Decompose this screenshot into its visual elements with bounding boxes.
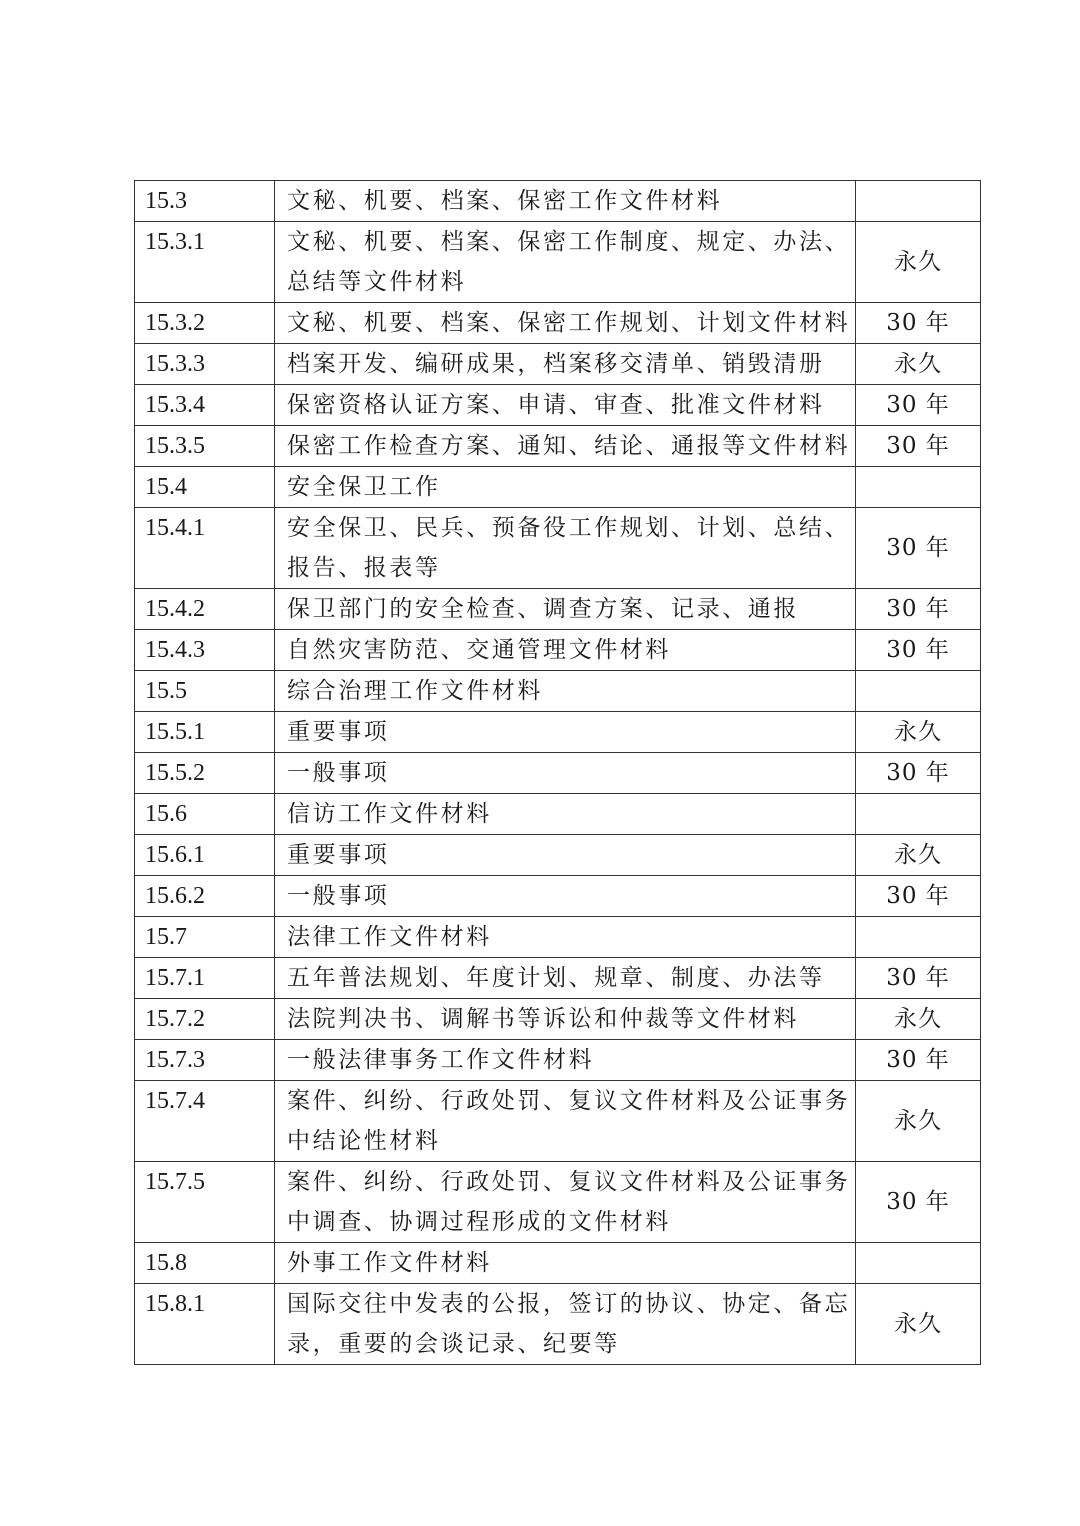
table-row xyxy=(135,222,981,303)
retention-schedule-table xyxy=(134,180,981,1365)
item-description: 文秘、机要、档案、保密工作制度、规定、办法、总结等文件材料 xyxy=(275,222,856,303)
retention-period: 永久 xyxy=(856,999,981,1040)
item-code: 15.6.2 xyxy=(135,876,275,917)
table-row xyxy=(135,917,981,958)
item-code: 15.3 xyxy=(135,181,275,222)
item-code: 15.5 xyxy=(135,671,275,712)
retention-period: 30 年 xyxy=(856,958,981,999)
retention-period: 永久 xyxy=(856,222,981,303)
table-row xyxy=(135,344,981,385)
item-description: 文秘、机要、档案、保密工作文件材料 xyxy=(275,181,856,222)
retention-period xyxy=(856,794,981,835)
item-description: 档案开发、编研成果，档案移交清单、销毁清册 xyxy=(275,344,856,385)
item-code: 15.5.2 xyxy=(135,753,275,794)
item-description: 文秘、机要、档案、保密工作规划、计划文件材料 xyxy=(275,303,856,344)
item-description: 法院判决书、调解书等诉讼和仲裁等文件材料 xyxy=(275,999,856,1040)
item-code: 15.3.1 xyxy=(135,222,275,303)
item-code: 15.8.1 xyxy=(135,1284,275,1365)
table-row xyxy=(135,1040,981,1081)
table-row xyxy=(135,753,981,794)
retention-period: 30 年 xyxy=(856,876,981,917)
retention-period: 永久 xyxy=(856,1081,981,1162)
item-description: 外事工作文件材料 xyxy=(275,1243,856,1284)
retention-period: 永久 xyxy=(856,835,981,876)
table-row xyxy=(135,835,981,876)
retention-period: 30 年 xyxy=(856,1040,981,1081)
table-row xyxy=(135,1162,981,1243)
item-code: 15.6.1 xyxy=(135,835,275,876)
retention-period: 永久 xyxy=(856,344,981,385)
item-code: 15.4.3 xyxy=(135,630,275,671)
table-row xyxy=(135,876,981,917)
item-code: 15.4.2 xyxy=(135,589,275,630)
table-row xyxy=(135,958,981,999)
item-description: 信访工作文件材料 xyxy=(275,794,856,835)
table-row xyxy=(135,1284,981,1365)
table-row xyxy=(135,508,981,589)
item-code: 15.7.3 xyxy=(135,1040,275,1081)
retention-period: 30 年 xyxy=(856,589,981,630)
item-description: 安全保卫、民兵、预备役工作规划、计划、总结、报告、报表等 xyxy=(275,508,856,589)
retention-period: 30 年 xyxy=(856,303,981,344)
retention-period: 30 年 xyxy=(856,508,981,589)
retention-period xyxy=(856,671,981,712)
item-description: 法律工作文件材料 xyxy=(275,917,856,958)
item-description: 一般事项 xyxy=(275,876,856,917)
item-code: 15.3.2 xyxy=(135,303,275,344)
table-row xyxy=(135,999,981,1040)
table-row xyxy=(135,671,981,712)
table-row xyxy=(135,426,981,467)
item-code: 15.6 xyxy=(135,794,275,835)
item-description: 五年普法规划、年度计划、规章、制度、办法等 xyxy=(275,958,856,999)
retention-period xyxy=(856,1243,981,1284)
table-row xyxy=(135,712,981,753)
item-description: 重要事项 xyxy=(275,712,856,753)
item-description: 一般法律事务工作文件材料 xyxy=(275,1040,856,1081)
item-description: 安全保卫工作 xyxy=(275,467,856,508)
retention-period: 30 年 xyxy=(856,1162,981,1243)
table-row xyxy=(135,1081,981,1162)
item-description: 保密工作检查方案、通知、结论、通报等文件材料 xyxy=(275,426,856,467)
table-row xyxy=(135,630,981,671)
item-code: 15.7.4 xyxy=(135,1081,275,1162)
retention-period: 30 年 xyxy=(856,426,981,467)
item-description: 一般事项 xyxy=(275,753,856,794)
item-code: 15.3.3 xyxy=(135,344,275,385)
item-description: 保密资格认证方案、申请、审查、批准文件材料 xyxy=(275,385,856,426)
retention-period: 30 年 xyxy=(856,385,981,426)
retention-period xyxy=(856,467,981,508)
table-row xyxy=(135,1243,981,1284)
table-row xyxy=(135,385,981,426)
item-description: 重要事项 xyxy=(275,835,856,876)
retention-period xyxy=(856,917,981,958)
item-code: 15.7.5 xyxy=(135,1162,275,1243)
table-row xyxy=(135,467,981,508)
item-code: 15.3.4 xyxy=(135,385,275,426)
retention-period: 30 年 xyxy=(856,753,981,794)
retention-period: 30 年 xyxy=(856,630,981,671)
retention-period: 永久 xyxy=(856,1284,981,1365)
item-code: 15.4 xyxy=(135,467,275,508)
item-description: 保卫部门的安全检查、调查方案、记录、通报 xyxy=(275,589,856,630)
table-row xyxy=(135,181,981,222)
item-code: 15.4.1 xyxy=(135,508,275,589)
item-description: 案件、纠纷、行政处罚、复议文件材料及公证事务中调查、协调过程形成的文件材料 xyxy=(275,1162,856,1243)
item-code: 15.7 xyxy=(135,917,275,958)
table-row xyxy=(135,303,981,344)
item-code: 15.7.1 xyxy=(135,958,275,999)
item-code: 15.3.5 xyxy=(135,426,275,467)
item-code: 15.8 xyxy=(135,1243,275,1284)
item-description: 综合治理工作文件材料 xyxy=(275,671,856,712)
item-code: 15.5.1 xyxy=(135,712,275,753)
retention-period: 永久 xyxy=(856,712,981,753)
item-description: 自然灾害防范、交通管理文件材料 xyxy=(275,630,856,671)
item-description: 国际交往中发表的公报，签订的协议、协定、备忘录，重要的会谈记录、纪要等 xyxy=(275,1284,856,1365)
table-row xyxy=(135,589,981,630)
table-body xyxy=(135,181,981,1365)
item-description: 案件、纠纷、行政处罚、复议文件材料及公证事务中结论性材料 xyxy=(275,1081,856,1162)
item-code: 15.7.2 xyxy=(135,999,275,1040)
retention-period xyxy=(856,181,981,222)
table-row xyxy=(135,794,981,835)
